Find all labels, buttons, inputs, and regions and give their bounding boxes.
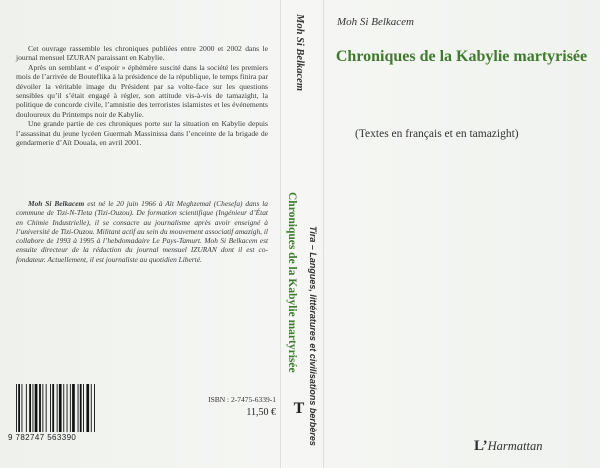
blurb-paragraph: Une grande partie de ces chroniques porte sur la situation en Kabylie depuis l’assassinat du jeune lycéen Guermah Massinissa dans l’enceinte de la brigade de gendarmerie d’Aït Douala, en avril 2001. — [16, 119, 268, 148]
publisher-logo — [474, 438, 594, 455]
barcode-digits: 9 782747 563390 — [8, 433, 77, 442]
spine-title: Chroniques de la Kabylie martyrisée — [286, 192, 298, 373]
front-subtitle: (Textes en français et en tamazight) — [355, 128, 519, 140]
price-label: 11,50 € — [246, 407, 276, 418]
barcode-image — [12, 384, 132, 432]
spine-series: Tira – Langues, littératures et civilisations berbères — [308, 226, 318, 446]
front-title-text: Chroniques de la Kabylie martyrisée — [335, 48, 588, 65]
front-cover — [323, 0, 600, 468]
front-author: Moh Si Belkacem — [337, 16, 414, 28]
series-logo-icon: T — [293, 400, 305, 417]
bio-author-name: Moh Si Belkacem — [28, 199, 85, 208]
blurb-paragraph: Cet ouvrage rassemble les chroniques publiées entre 2000 et 2002 dans le journal mensuel IZURAN paraissant en Kabylie. — [16, 44, 268, 63]
author-bio — [16, 199, 268, 264]
back-cover-blurb — [16, 44, 268, 147]
spine-author: Moh Si Belkacem — [294, 14, 305, 92]
bio-text: est né le 20 juin 1966 à Aït Meghzemal (Chesefa) dans la commune de Tizi-N-Tleta (Tizi-Ouzou). De formation scientifique (Ingénieur d’État en Chimie Industrielle), il se consacre au journalisme après avoir enseigné à l’université de Tizi-Ouzou. Militant actif au sein du mouvement associatif amazigh, il collabore de 1993 à 1995 à l’hebdomadaire Le Pays-Tamurt. Moh Si Belkacem est ensuite directeur de la rédaction du journal mensuel IZURAN dont il est co-fondateur. Actuellement, il est journaliste au quotidien Liberté. — [16, 199, 268, 264]
blurb-paragraph: Après un semblant « d’espoir » éphémère suscité dans la société les premiers mois de l’arrivée de Bouteflika à la présidence de la république, le temps finira par dévoiler la véritable image du Président par sa volte-face sur les questions sensibles qu’il s’était engagé à régler, son attitude vis-à-vis de tamazight, la politique de concorde civile, l’amnistie des terroristes islamistes et les événements douloureux du Printemps noir de Kabylie. — [16, 62, 268, 119]
publisher-name: Harmattan — [487, 439, 543, 453]
publisher-initial: L’ — [474, 438, 488, 454]
front-title — [323, 48, 600, 66]
isbn-label: ISBN : 2-7475-6339-1 — [208, 395, 276, 404]
